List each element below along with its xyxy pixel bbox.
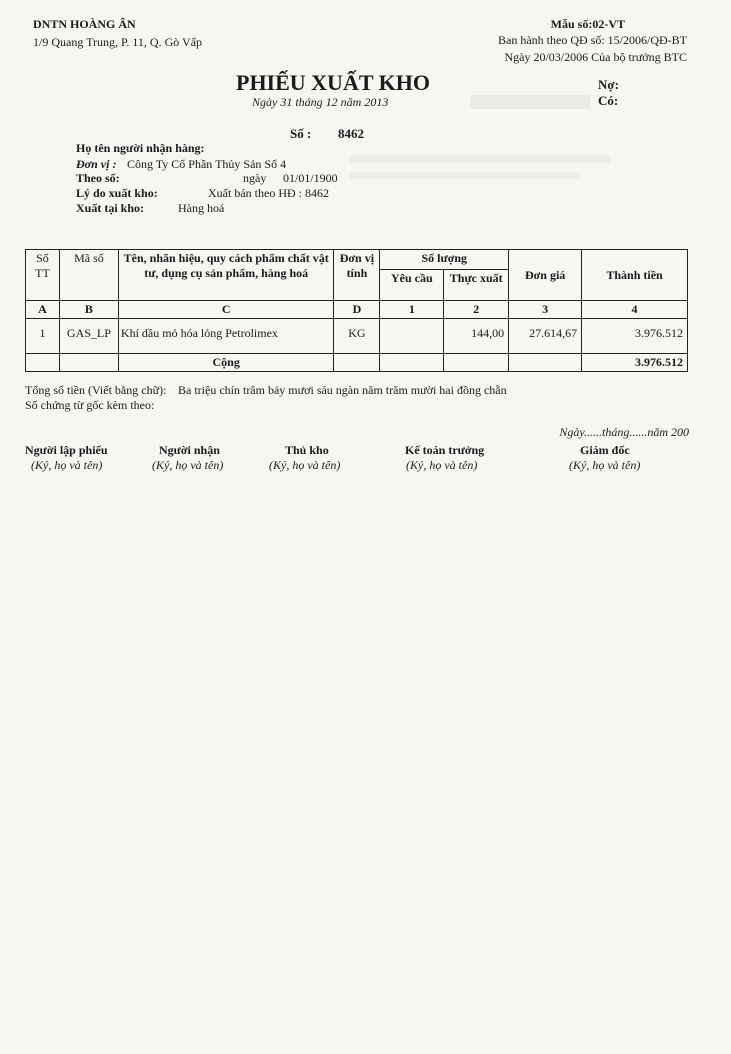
row-thucxuat: 144,00 — [444, 319, 509, 354]
header-ma: Mã số — [59, 250, 118, 301]
warehouse-label: Xuất tại kho: — [76, 201, 145, 215]
according-label: Theo số: — [76, 171, 120, 185]
row-ma: GAS_LP — [59, 319, 118, 354]
receiver-label: Họ tên người nhận hàng: — [76, 141, 205, 155]
bleed-through-shadow — [470, 95, 590, 109]
warehouse-value: Hàng hoá — [178, 201, 225, 215]
signature-note: (Ký, họ và tên) — [569, 458, 641, 472]
signature-note: (Ký, họ và tên) — [152, 458, 224, 472]
signature-title: Người nhận — [159, 443, 220, 457]
table-header-row — [26, 250, 688, 270]
row-stt: 1 — [26, 319, 60, 354]
code-cell: 4 — [582, 301, 688, 319]
reason-label: Lý do xuất kho: — [76, 186, 158, 200]
company-address: 1/9 Quang Trung, P. 11, Q. Gò Vấp — [33, 35, 203, 49]
header-soluong: Số lượng — [380, 250, 509, 270]
company-name: DNTN HOÀNG ÂN — [33, 17, 136, 31]
signature-title: Kế toán trưởng — [405, 443, 485, 457]
attached-docs-label: Số chứng từ gốc kèm theo: — [25, 398, 155, 412]
header-yeucau: Yêu cầu — [380, 270, 444, 301]
document-number: 8462 — [338, 126, 364, 141]
row-yeucau — [380, 319, 444, 354]
signature-note: (Ký, họ và tên) — [269, 458, 341, 472]
signature-title: Giám đốc — [580, 443, 630, 457]
reason-value: Xuất bán theo HĐ : 8462 — [208, 186, 329, 200]
total-value: 3.976.512 — [582, 354, 688, 372]
signature-title: Người lập phiếu — [25, 443, 108, 457]
row-dongia: 27.614,67 — [509, 319, 582, 354]
document-number-label: Số : — [290, 126, 312, 141]
unit-value: Công Ty Cổ Phần Thủy Sản Số 4 — [127, 157, 287, 171]
credit-label: Có: — [598, 93, 619, 108]
code-cell: B — [59, 301, 118, 319]
header-thucxuat: Thực xuất — [444, 270, 509, 301]
header-stt: Số TT — [26, 250, 60, 301]
amount-words-value: Ba triệu chín trăm bảy mươi sáu ngàn năm trăm mười hai đồng chẵn — [178, 383, 507, 397]
total-label: Cộng — [118, 354, 334, 372]
day-label: ngày — [243, 171, 267, 185]
code-cell: C — [118, 301, 334, 319]
code-cell: 3 — [509, 301, 582, 319]
header-dvt: Đơn vị tính — [334, 250, 380, 301]
unit-label: Đơn vị : — [76, 157, 117, 171]
bleed-through-shadow — [350, 172, 580, 179]
row-ten: Khí dầu mỏ hóa lỏng Petrolimex — [118, 319, 334, 354]
document-title: PHIẾU XUẤT KHO — [236, 70, 430, 95]
row-thanhtien: 3.976.512 — [582, 319, 688, 354]
table-total-row — [26, 354, 688, 372]
header-thanhtien: Thành tiền — [582, 250, 688, 301]
form-decision-date: Ngày 20/03/2006 Của bộ trưởng BTC — [504, 50, 687, 64]
header-ten: Tên, nhãn hiệu, quy cách phẩm chất vật tư, dụng cụ sản phẩm, hàng hoá — [118, 250, 334, 301]
code-cell: D — [334, 301, 380, 319]
row-dvt: KG — [334, 319, 380, 354]
code-cell: 2 — [444, 301, 509, 319]
signature-title: Thủ kho — [285, 443, 329, 457]
table-row — [26, 319, 688, 354]
document-date: Ngày 31 tháng 12 năm 2013 — [252, 95, 389, 109]
bleed-through-shadow — [350, 155, 610, 163]
amount-words-label: Tổng số tiền (Viết bằng chữ): — [25, 383, 167, 397]
table-code-row — [26, 301, 688, 319]
code-cell: 1 — [380, 301, 444, 319]
signature-note: (Ký, họ và tên) — [406, 458, 478, 472]
header-dongia: Đơn giá — [509, 250, 582, 301]
sign-date: Ngày......tháng......năm 200 — [559, 425, 689, 439]
day-value: 01/01/1900 — [283, 171, 338, 185]
form-decision: Ban hành theo QĐ số: 15/2006/QĐ-BT — [498, 33, 687, 47]
signature-note: (Ký, họ và tên) — [31, 458, 103, 472]
debit-label: Nợ: — [598, 77, 619, 92]
form-number: Mẫu số:02-VT — [550, 17, 625, 31]
items-table — [25, 249, 688, 372]
code-cell: A — [26, 301, 60, 319]
